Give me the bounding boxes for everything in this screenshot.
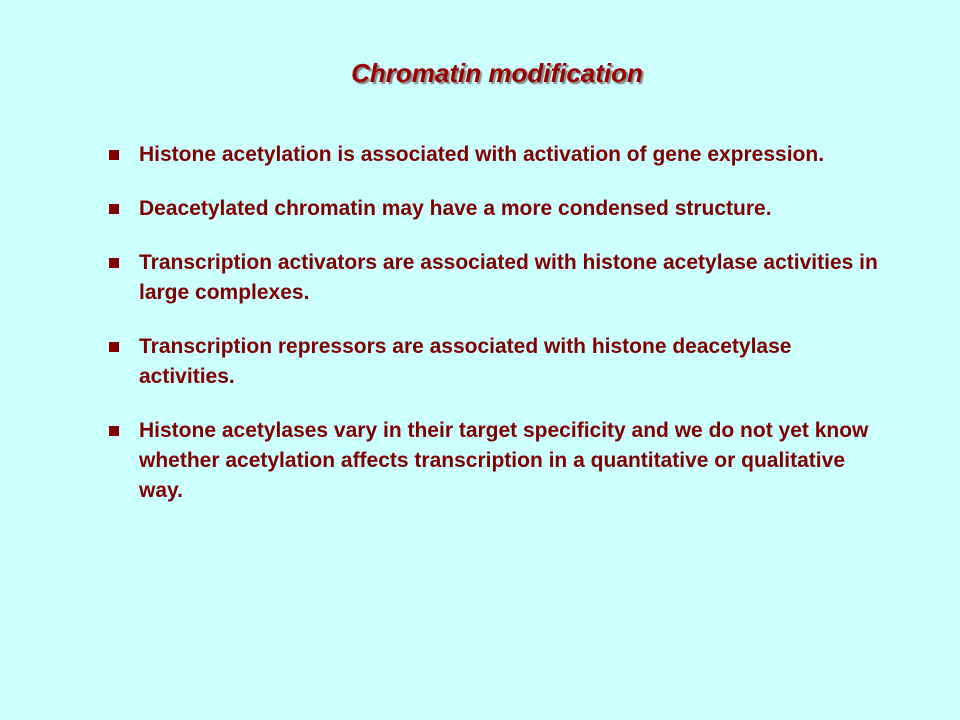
bullet-item	[107, 332, 887, 392]
bullet-item	[107, 248, 887, 308]
bullet-text: Deacetylated chromatin may have a more condensed structure.	[139, 197, 772, 220]
bullet-text: Histone acetylation is associated with activation of gene expression.	[139, 143, 825, 166]
square-bullet-icon	[109, 258, 119, 268]
square-bullet-icon	[109, 204, 119, 214]
bullet-text: Transcription activators are associated with histone acetylase activities in large complexes.	[139, 251, 878, 304]
slide-title: Chromatin modification	[351, 58, 643, 88]
bullet-item	[107, 416, 887, 506]
square-bullet-icon	[109, 342, 119, 352]
square-bullet-icon	[109, 426, 119, 436]
bullet-list	[107, 140, 887, 530]
bullet-item	[107, 140, 887, 170]
bullet-item	[107, 194, 887, 224]
square-bullet-icon	[109, 150, 119, 160]
bullet-text: Transcription repressors are associated with histone deacetylase activities.	[139, 335, 792, 388]
bullet-text: Histone acetylases vary in their target specificity and we do not yet know whether acetylation affects transcription in a quantitative or qualitative way.	[139, 419, 869, 502]
